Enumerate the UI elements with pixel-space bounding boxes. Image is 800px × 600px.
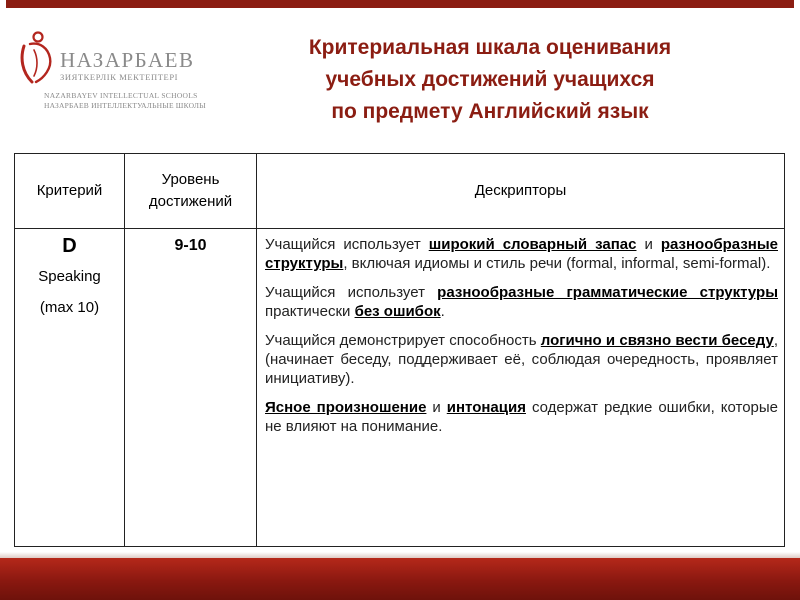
criterion-max: (max 10) [39,299,100,316]
descriptor-text: практически [265,303,355,320]
descriptor-paragraph [265,235,778,273]
logo-name: НАЗАРБАЕВ [60,48,195,72]
page-title [230,32,750,128]
descriptor-text: содержат редкие ошибки, которые не влияют на понимание. [265,399,779,435]
title-line-2: учебных достижений учащихся [325,68,655,91]
criteria-table [14,153,785,547]
logo-subtitle-ru: НАЗАРБАЕВ ИНТЕЛЛЕКТУАЛЬНЫЕ ШКОЛЫ [44,101,206,110]
header-criterion: Критерий [15,154,125,229]
descriptor-highlight: логично и связно вести беседу [540,332,774,349]
school-logo [16,28,216,112]
table-header-row [15,154,785,229]
descriptor-highlight: интонация [446,399,526,416]
descriptor-highlight: Ясное произношение [265,399,427,416]
top-frame-bar [6,0,794,8]
table-row [15,229,785,547]
descriptor-paragraph [265,331,778,388]
criterion-cell [15,229,125,547]
header-level-line-1: Уровень [161,171,220,188]
descriptor-text: Учащийся использует [265,236,429,253]
logo-subtitle-en: NAZARBAYEV INTELLECTUAL SCHOOLS [44,91,198,100]
descriptor-highlight: без ошибок [354,303,441,320]
logo-figure-icon [16,28,56,84]
descriptor-highlight: широкий словарный запас [428,236,637,253]
descriptor-text: и [426,399,447,416]
descriptor-text: , (начинает беседу, поддерживает её, соблюдая очередность, проявляет инициативу). [265,332,778,387]
header-level-line-2: достижений [148,193,233,210]
logo-subtitle-kz: ЗИЯТКЕРЛІК МЕКТЕПТЕРІ [60,72,179,82]
title-line-3: по предмету Английский язык [331,100,649,123]
criterion-letter: D [62,235,77,257]
descriptor-text: Учащийся демонстрирует способность [265,332,541,349]
descriptor-paragraph [265,398,778,436]
descriptor-text: , включая идиомы и стиль речи (formal, informal, semi-formal). [343,255,771,272]
descriptor-text: Учащийся использует [265,284,438,301]
descriptor-paragraph [265,283,778,321]
bottom-frame-bar [0,558,800,600]
header-descriptors: Дескрипторы [257,154,785,229]
level-cell: 9-10 [125,229,257,547]
criterion-name: Speaking [38,268,101,285]
descriptors-cell [257,229,785,547]
descriptor-highlight: разнообразные грамматические структуры [437,284,778,301]
descriptor-text: и [636,236,661,253]
title-line-1: Критериальная шкала оценивания [308,36,672,59]
descriptor-highlight: разнообразные структуры [265,236,778,272]
header-level [125,154,257,229]
descriptor-text: . [440,303,445,320]
